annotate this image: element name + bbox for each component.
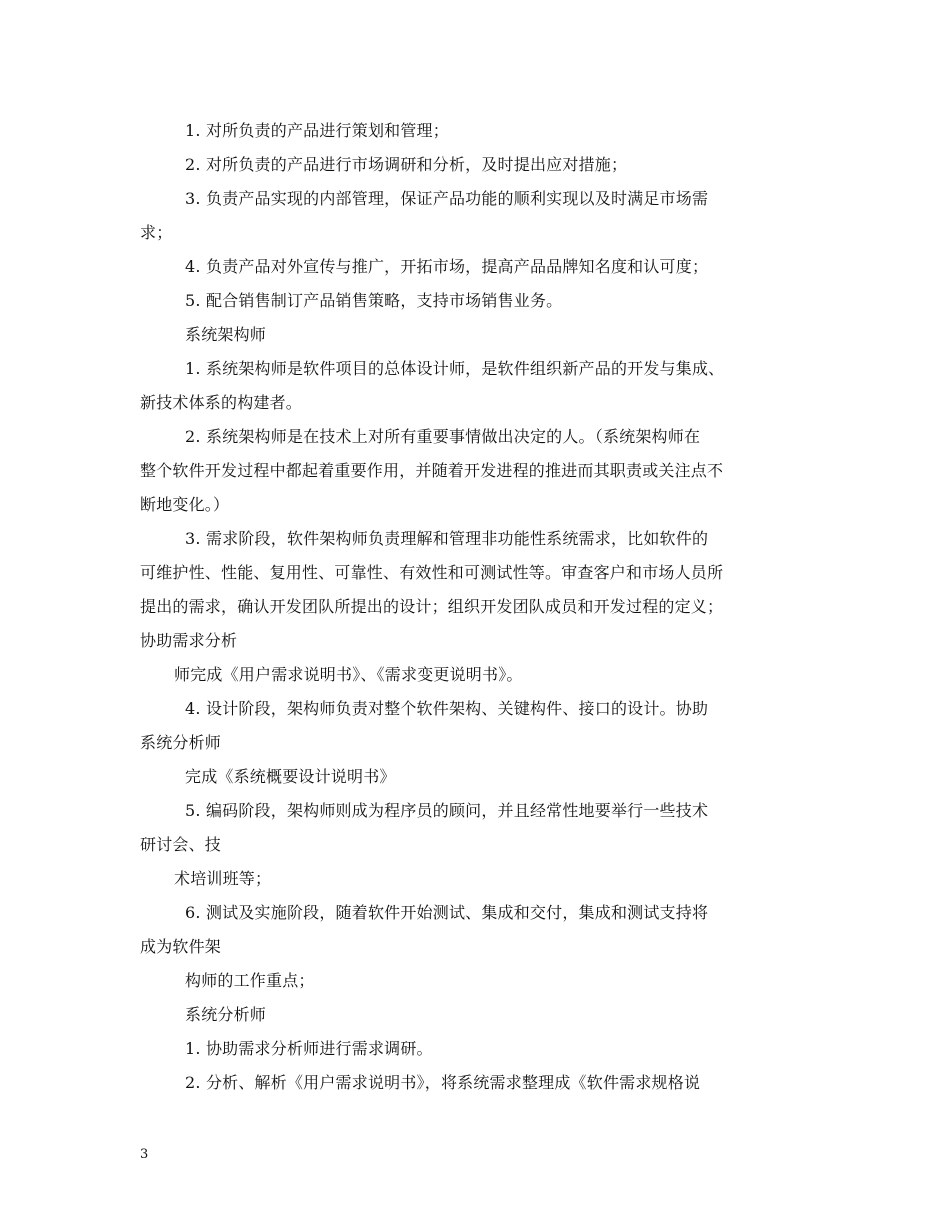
document-body bbox=[140, 114, 820, 1100]
text-line: 术培训班等； bbox=[174, 869, 272, 888]
section-heading-analyst: 系统分析师 bbox=[185, 1005, 267, 1024]
text-line: 求； bbox=[140, 223, 173, 242]
page-number: 3 bbox=[140, 1147, 149, 1162]
text-line: 成为软件架 bbox=[140, 937, 222, 956]
text-line: 3. 需求阶段，软件架构师负责理解和管理非功能性系统需求，比如软件的 bbox=[185, 529, 709, 548]
text-line: 1. 对所负责的产品进行策划和管理； bbox=[185, 121, 449, 140]
text-line: 2. 系统架构师是在技术上对所有重要事情做出决定的人。（系统架构师在 bbox=[185, 427, 701, 446]
text-line: 协助需求分析 bbox=[140, 631, 238, 650]
text-line: 2. 对所负责的产品进行市场调研和分析，及时提出应对措施； bbox=[185, 155, 628, 174]
text-line: 5. 编码阶段，架构师则成为程序员的顾问，并且经常性地要举行一些技术 bbox=[185, 801, 709, 820]
text-line: 3. 负责产品实现的内部管理，保证产品功能的顺利实现以及时满足市场需 bbox=[185, 189, 709, 208]
text-line: 1. 系统架构师是软件项目的总体设计师，是软件组织新产品的开发与集成、 bbox=[185, 359, 725, 378]
text-line: 完成《系统概要设计说明书》 bbox=[185, 767, 396, 786]
text-line: 新技术体系的构建者。 bbox=[140, 393, 303, 412]
text-line: 2. 分析、解析《用户需求说明书》，将系统需求整理成《软件需求规格说 bbox=[185, 1073, 701, 1092]
text-line: 4. 负责产品对外宣传与推广，开拓市场，提高产品品牌知名度和认可度； bbox=[185, 257, 709, 276]
text-line: 6. 测试及实施阶段，随着软件开始测试、集成和交付，集成和测试支持将 bbox=[185, 903, 709, 922]
text-line: 师完成《用户需求说明书》、《需求变更说明书》。 bbox=[174, 665, 523, 684]
text-line: 研讨会、技 bbox=[140, 835, 222, 854]
text-line: 5. 配合销售制订产品销售策略，支持市场销售业务。 bbox=[185, 291, 563, 310]
text-line: 整个软件开发过程中都起着重要作用，并随着开发进程的推进而其职责或关注点不 bbox=[140, 461, 724, 480]
text-line: 构师的工作重点； bbox=[185, 971, 315, 990]
text-line: 提出的需求，确认开发团队所提出的设计；组织开发团队成员和开发过程的定义； bbox=[140, 597, 724, 616]
section-heading-architect: 系统架构师 bbox=[185, 325, 267, 344]
text-line: 断地变化。） bbox=[140, 495, 230, 514]
text-line: 系统分析师 bbox=[140, 733, 222, 752]
text-line: 可维护性、性能、复用性、可靠性、有效性和可测试性等。审查客户和市场人员所 bbox=[140, 563, 724, 582]
text-line: 1. 协助需求分析师进行需求调研。 bbox=[185, 1039, 433, 1058]
text-line: 4. 设计阶段，架构师负责对整个软件架构、关键构件、接口的设计。协助 bbox=[185, 699, 709, 718]
